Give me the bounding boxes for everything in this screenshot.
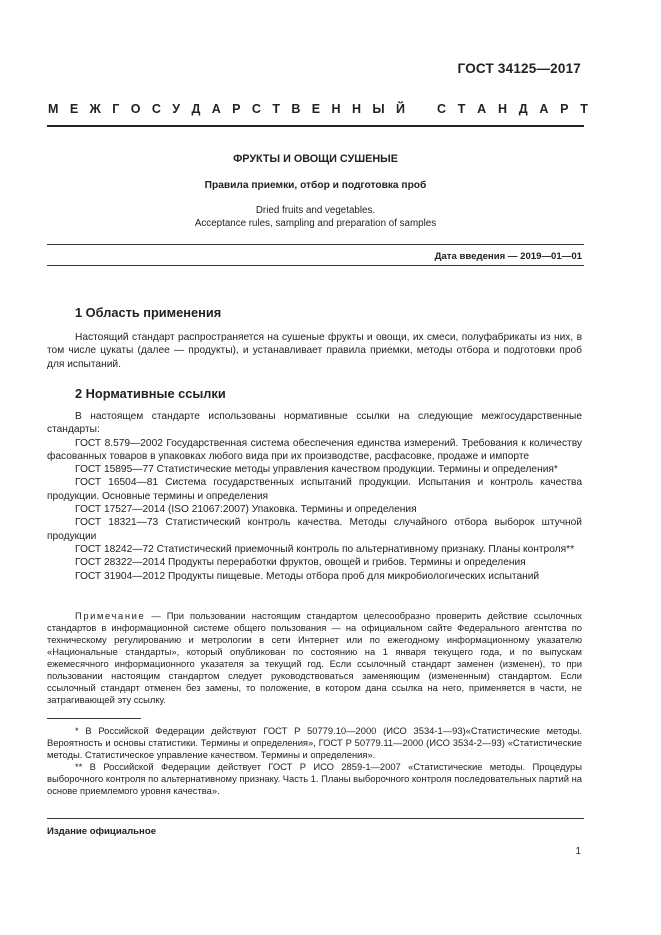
header-rule — [47, 125, 584, 127]
banner-letter: С — [151, 102, 161, 116]
official-edition-label: Издание официальное — [47, 826, 157, 837]
banner-letter: Н — [497, 102, 507, 116]
note-text: — При пользовании настоящим стандартом целесообразно проверить действие ссылочных стандартов в информационной системе общего пользования — на официальном сайте Федерального агентства по техническому регулированию и метрологии в сети Интернет или по ежегодному информационному указателю «Национальные стандарты», который опубликован по состоянию на 1 января текущего года, и по выпускам ежемесячного информационного указателя за текущий год. Если ссылочный стандарт заменен (изменен), то при пользовании настоящим стандартом следует руководствоваться заменяющим (измененным) стандартом. Если ссылочный стандарт отменен без замены, то положение, в котором дана ссылка на него, применяется в части, не затрагивающей эту ссылку. — [47, 610, 582, 705]
reference-item: ГОСТ 15895—77 Статистические методы управления качеством продукции. Термины и определения* — [75, 464, 558, 476]
section2-heading: 2 Нормативные ссылки — [75, 386, 226, 401]
banner-letter: Й — [396, 102, 405, 116]
standard-code: ГОСТ 34125—2017 — [457, 61, 581, 76]
banner-letter: Т — [457, 102, 466, 116]
title-rule — [47, 244, 584, 245]
banner-letter: Ы — [372, 102, 385, 116]
date-rule — [47, 265, 584, 266]
section1-body — [47, 331, 582, 371]
banner-letter: С — [437, 102, 447, 116]
section1-heading: 1 Область применения — [75, 305, 222, 320]
reference-item: ГОСТ 18242—72 Статистический приемочный контроль по альтернативному признаку. Планы контроля** — [75, 543, 575, 555]
interstate-word — [48, 102, 405, 116]
banner-letter: Н — [331, 102, 341, 116]
reference-item: ГОСТ 31904—2012 Продукты пищевые. Методы отбора проб для микробиологических испытаний — [75, 570, 540, 582]
english-title-line2: Acceptance rules, sampling and preparation of samples — [194, 218, 437, 229]
banner-letter: Е — [69, 102, 79, 116]
banner-letter: Т — [580, 102, 588, 116]
banner-letter: Д — [191, 102, 201, 116]
footnotes — [47, 725, 582, 797]
document-subtitle: Правила приемки, отбор и подготовка проб — [204, 180, 427, 191]
banner-letter: М — [48, 102, 59, 116]
footer-rule — [47, 818, 584, 819]
footnote-item: ** В Российской Федерации действует ГОСТ Р ИСО 2859-1—2007 «Статистические методы. Процедуры выборочного контроля по альтернативному признаку. Часть 1. Планы выборочного контроля последовательных партий на основе приемлемого уровня качества». — [47, 761, 582, 796]
banner-letter: С — [251, 102, 261, 116]
banner-letter: Г — [112, 102, 120, 116]
standard-word — [437, 102, 588, 116]
footnote-separator — [47, 718, 141, 719]
banner-letter: У — [172, 102, 181, 116]
section1-paragraph: Настоящий стандарт распространяется на сушеные фрукты и овощи, их смеси, полуфабрикаты из них, в том числе цукаты (далее — продукты), и устанавливает правила приемки, методы отбора и подготовки проб для испытаний. — [47, 332, 582, 370]
page-number: 1 — [575, 846, 581, 857]
reference-item: ГОСТ 17527—2014 (ISO 21067:2007) Упаковка. Термины и определения — [75, 504, 417, 516]
section2-note — [47, 610, 582, 706]
introduction-date: Дата введения — 2019—01—01 — [434, 251, 582, 262]
banner-letter: О — [130, 102, 141, 116]
banner-letter: А — [477, 102, 487, 116]
banner-letter: Д — [518, 102, 528, 116]
section2-body — [47, 410, 582, 583]
document-title: ФРУКТЫ И ОВОЩИ СУШЕНЫЕ — [233, 153, 398, 165]
banner-letter: Р — [232, 102, 241, 116]
footnote-item: * В Российской Федерации действуют ГОСТ Р 50779.10—2000 (ИСО 3534-1—93)«Статистические методы. Вероятность и основы статистики. Термины и определения», ГОСТ Р 50779.11—2000 (ИСО 3534-2—93) «Статистические методы. Статистическое управление качеством. Термины и определения». — [47, 725, 582, 760]
reference-item: ГОСТ 8.579—2002 Государственная система обеспечения единства измерений. Требования к количеству фасованных товаров в упаковках любого вида при их производстве, расфасовке, продаже и импорте — [47, 437, 582, 462]
english-title-line1: Dried fruits and vegetables. — [255, 205, 376, 216]
note-paragraph — [47, 610, 582, 706]
reference-item: ГОСТ 28322—2014 Продукты переработки фруктов, овощей и грибов. Термины и определения — [75, 557, 526, 569]
banner-letter: Т — [272, 102, 280, 116]
note-label: Примечание — [75, 610, 146, 621]
reference-item: ГОСТ 18321—73 Статистический контроль качества. Методы случайного отбора выборок штучной продукции — [47, 517, 582, 542]
reference-item: ГОСТ 16504—81 Система государственных испытаний продукции. Испытания и контроль качества продукции. Основные термины и определения — [47, 477, 582, 502]
banner-letter: Н — [351, 102, 361, 116]
banner-letter: А — [211, 102, 221, 116]
interstate-standard-banner — [48, 102, 588, 116]
banner-letter: Е — [311, 102, 321, 116]
english-title — [47, 204, 584, 230]
banner-letter: А — [539, 102, 549, 116]
banner-letter: Ж — [89, 102, 101, 116]
banner-letter: В — [291, 102, 301, 116]
section2-intro: В настоящем стандарте использованы нормативные ссылки на следующие межгосударственные стандарты: — [47, 411, 582, 436]
banner-letter: Р — [560, 102, 569, 116]
